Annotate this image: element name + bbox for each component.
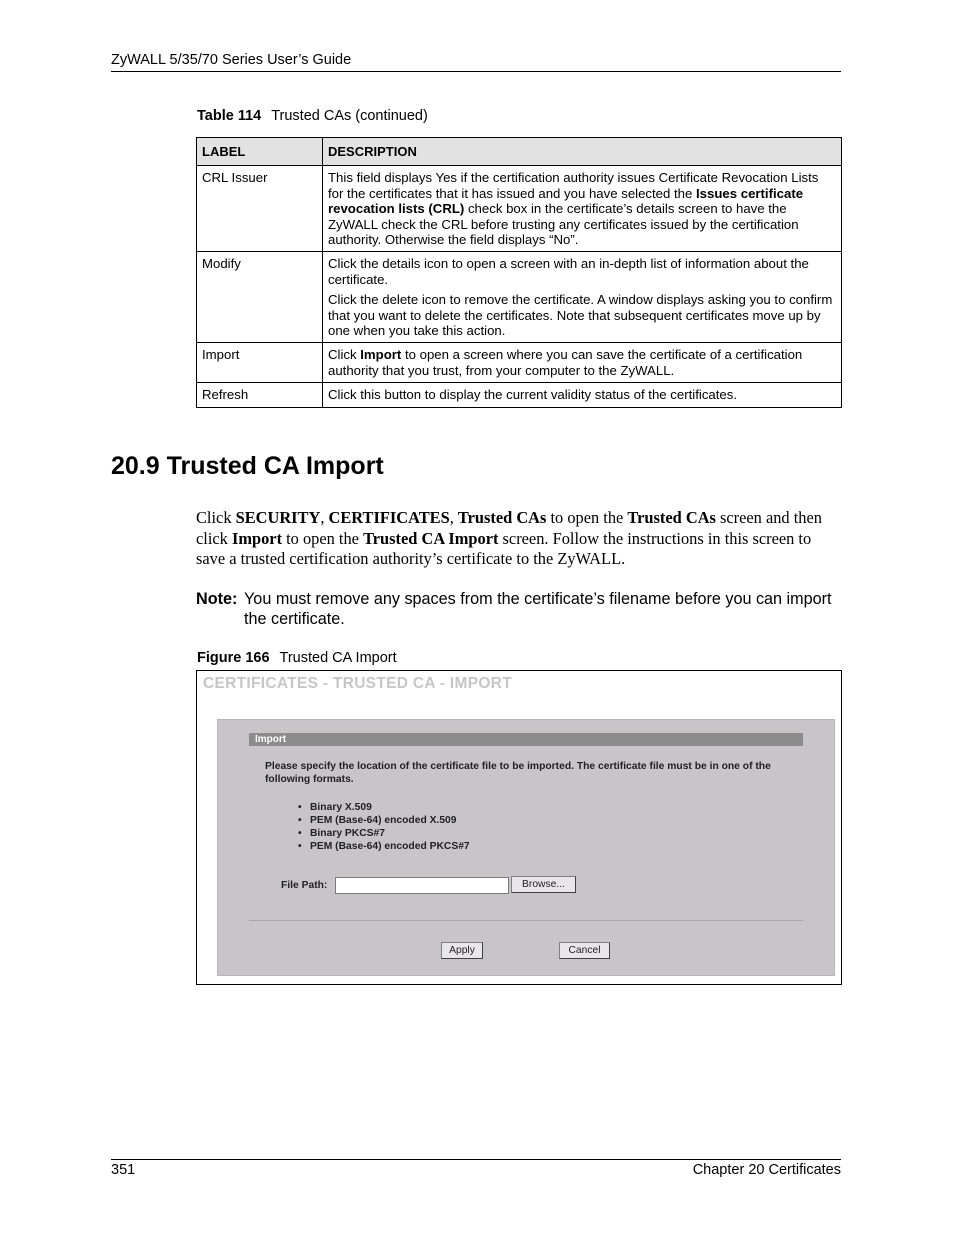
desc-bold: Import: [360, 347, 402, 363]
body-bold: SECURITY: [235, 508, 321, 527]
body-bold: CERTIFICATES: [328, 508, 450, 527]
panel-header: Import: [255, 734, 287, 745]
table-row: [197, 252, 842, 343]
body-text: to open the: [282, 528, 364, 548]
body-paragraph: [196, 508, 836, 570]
format-list: [298, 801, 470, 853]
body-bold: Import: [231, 528, 283, 548]
import-panel: [217, 719, 835, 976]
note-label: Note:: [196, 590, 238, 608]
running-header: ZyWALL 5/35/70 Series User’s Guide: [111, 52, 352, 68]
divider: [249, 920, 803, 921]
section-heading: 20.9 Trusted CA Import: [111, 452, 384, 480]
desc-paragraph: Click the delete icon to remove the certificate. A window displays asking you to confirm that you want to delete the certificates. Note that subsequent certificates move up by one when you take this action.: [328, 292, 833, 339]
table-row: [197, 383, 842, 407]
list-item: • PEM (Base-64) encoded X.509: [298, 814, 470, 827]
browse-button[interactable]: Browse...: [511, 876, 576, 893]
header-rule: [111, 71, 841, 72]
row-description: Click this button to display the current validity status of the certificates.: [323, 383, 842, 407]
table-caption-title: Trusted CAs (continued): [271, 108, 428, 124]
column-header-label: LABEL: [197, 138, 323, 166]
cancel-button[interactable]: Cancel: [559, 942, 610, 959]
footer-rule: [111, 1159, 841, 1160]
body-text: Click: [196, 508, 236, 527]
row-description: [323, 343, 842, 383]
trusted-cas-table: [196, 137, 842, 408]
row-label: CRL Issuer: [197, 166, 323, 252]
screen-title: CERTIFICATES - TRUSTED CA - IMPORT: [203, 675, 512, 692]
body-text: ,: [449, 508, 458, 527]
row-description: [323, 166, 842, 252]
file-path-input[interactable]: [335, 877, 509, 894]
table-caption-number: Table 114: [197, 108, 262, 124]
desc-text: This field displays Yes if the certification authority issues Certificate Revocation Lists for the certificates that it has issued and you have selected the: [328, 170, 819, 201]
body-bold: Trusted CAs: [457, 508, 547, 527]
body-bold: Trusted CA Import: [363, 528, 499, 548]
table-caption: [197, 108, 428, 124]
chapter-title: Chapter 20 Certificates: [692, 1162, 841, 1178]
desc-text: to open a screen where you can save the certificate of a certification authority that you trust, from your computer to the ZyWALL.: [328, 347, 803, 378]
figure-screenshot: [196, 670, 842, 985]
page-number: 351: [111, 1162, 136, 1178]
desc-text: Click: [328, 347, 361, 363]
import-instructions: Please specify the location of the certificate file to be imported. The certificate file must be in one of the following formats.: [265, 761, 771, 785]
list-item: • PEM (Base-64) encoded PKCS#7: [298, 840, 470, 853]
body-text: ,: [320, 508, 329, 527]
row-description: [323, 252, 842, 343]
apply-button[interactable]: Apply: [441, 942, 483, 959]
panel-header-bar: [249, 733, 803, 746]
list-item: • Binary X.509: [298, 801, 470, 814]
body-text: to open the: [546, 508, 628, 527]
table-row: [197, 166, 842, 252]
note-text: You must remove any spaces from the certificate’s filename before you can import the certificate.: [244, 590, 832, 628]
table-row: [197, 343, 842, 383]
desc-bold: Issues certificate revocation lists (CRL): [328, 185, 804, 217]
body-text: screen. Follow the instructions in this screen to save a trusted certification authority’s certificate to the ZyWALL.: [196, 528, 812, 568]
body-bold: Trusted CAs: [627, 508, 716, 527]
file-path-label: File Path:: [281, 880, 328, 891]
row-label: Modify: [197, 252, 323, 343]
table-header-row: [197, 138, 842, 166]
column-header-description: DESCRIPTION: [323, 138, 842, 166]
figure-caption-title: Trusted CA Import: [279, 650, 397, 666]
desc-paragraph: Click the details icon to open a screen with an in-depth list of information about the certificate.: [328, 256, 809, 287]
desc-text: check box in the certificate’s details screen to have the ZyWALL check the CRL before trusting any certificates issued by the certification authority. Otherwise the field displays “No”.: [328, 201, 799, 248]
body-text: screen and then click: [196, 508, 822, 548]
figure-caption-number: Figure 166: [197, 650, 270, 666]
figure-caption: [197, 650, 397, 666]
list-item: • Binary PKCS#7: [298, 827, 470, 840]
row-label: Refresh: [197, 383, 323, 407]
note: [196, 589, 836, 629]
row-label: Import: [197, 343, 323, 383]
